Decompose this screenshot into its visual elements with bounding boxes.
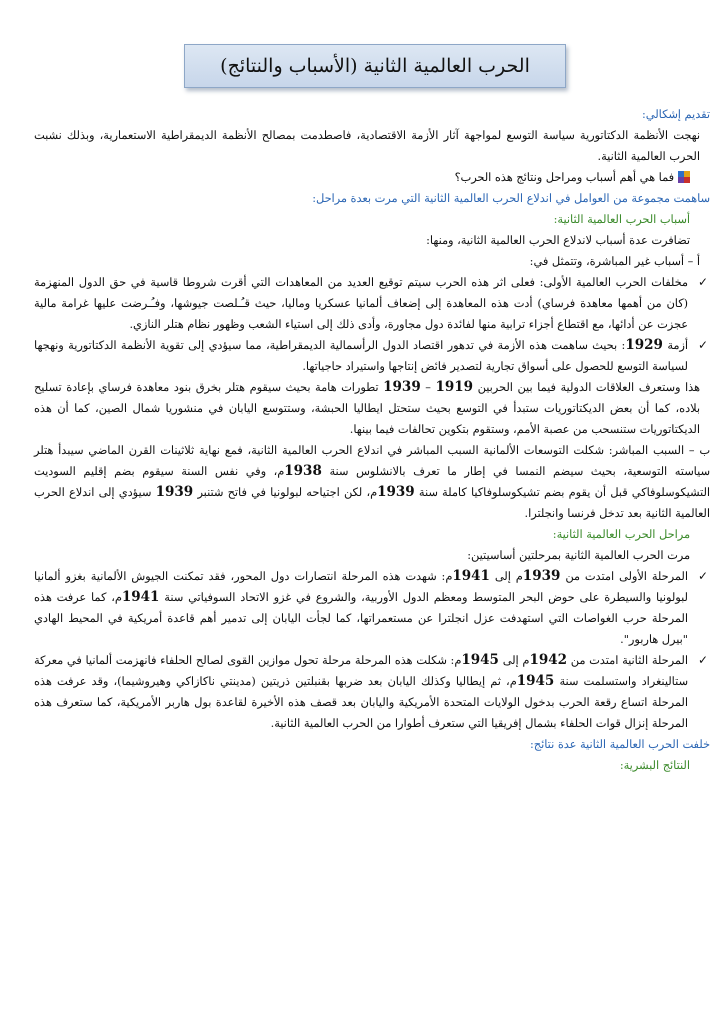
year-label: 1939 <box>377 484 415 500</box>
text-segment: المرحلة الأولى امتدت من <box>565 570 688 583</box>
bullet-text-post: : بحيث ساهمت هذه الأزمة في تدهور اقتصاد الدول الرأسمالية الديمقراطية، مما سيؤدي إلى تقوية الأنظمة الدكتاتورية ونهجها لسياسة التوسع للحصول على أسواق تجارية لتصدير فائض إنتاجها واستيراد حاجياتها. <box>34 339 688 373</box>
year-label: 1941 <box>452 568 490 584</box>
stages-intro: مرت الحرب العالمية الثانية بمرحلتين أساسيتين: <box>467 549 690 562</box>
year-label: 1938 <box>284 463 322 479</box>
year-label: 1919 <box>435 379 474 395</box>
checkmark-icon: ✓ <box>697 569 708 583</box>
question-text: فما هي أهم أسباب ومراحل ونتائج هذه الحرب؟ <box>454 171 674 184</box>
text-segment: م، ثم إيطاليا وكذلك اليابان بعد ضربها بقنبلتين ذريتين (مدينتي ناكازاكي وهيروشيما)، وقد عرفت هذه المرحلة اتساع رقعة الحرب بدخول الولايات المتحدة الأمريكية واليابان بعد قصف هذه الأخيرة لقاعدة بول هاربر الأمريكية، كما ستعرف هذه المرحلة إنزال قوات الحلفاء بشمال إفريقيا التي ستعرف أطوارا من الحرب العالمية الثانية. <box>34 675 688 730</box>
text-segment: سيؤدي إلى اندلاع الحرب العالمية الثانية بعد تدخل فرنسا وانجلترا. <box>34 486 710 520</box>
bullet-item-ww1-aftermath <box>34 272 710 335</box>
causes-intro: تضافرت عدة أسباب لاندلاع الحرب العالمية الثانية، ومنها: <box>426 234 690 247</box>
bullet-text-pre: أزمة <box>667 339 689 352</box>
text-segment: تطورات هامة بحيث سيقوم هتلر بخرق بنود معاهدة فرساي بإعادة تسليح بلاده، كما أن بعض الديكتاتوريات ستبدأ في التوسع بحيث ستحتل ايطاليا الحبشة، وستتوسع اليابان في منشوريا شمال الصين، كما أن هذه الديكتاتوريات ستنسحب من عصبة الأمم، وستقوم بتكوين تحالفات فيما بينها. <box>34 381 700 436</box>
results-heading: خلفت الحرب العالمية الثانية عدة نتائج: <box>529 738 710 751</box>
text-segment: م: شكلت هذه المرحلة مرحلة تحول موازين القوى لصالح الحلفاء فانهزمت ألمانيا في معركة ستالينغراد واستسلمت سنة <box>34 654 688 688</box>
year-label: 1945 <box>516 673 555 689</box>
international-relations-paragraph <box>34 377 710 440</box>
year-label: 1939 <box>383 379 421 395</box>
question-bullet-icon <box>678 171 690 183</box>
checkmark-icon: ✓ <box>697 653 708 667</box>
text-segment: – <box>425 381 431 394</box>
human-results-heading: النتائج البشرية: <box>619 759 690 772</box>
year-label: 1939 <box>155 484 194 500</box>
bullet-item-stage-two <box>34 650 710 734</box>
year-label: 1941 <box>121 589 160 605</box>
section1-heading: ساهمت مجموعة من العوامل في اندلاع الحرب العالمية الثانية التي مرت بعدة مراحل: <box>312 192 710 205</box>
intro-heading: تقديم إشكالي: <box>642 108 710 121</box>
text-segment: م، كما عرفت هذه المرحلة حرب الغواصات التي استهدفت عزل انجلترا عن مستعمراتها، كما لجأت اليابان إلى تدمير أهم قاعدة أمريكية في المحيط الهادي "بيرل هاربور". <box>34 591 688 646</box>
text-segment: المرحلة الثانية امتدت من <box>570 654 688 667</box>
intro-text: نهجت الأنظمة الدكتاتورية سياسة التوسع لمواجهة آثار الأزمة الاقتصادية، فاصطدمت بمصالح الأنظمة الديمقراطية الاستعمارية، وبذلك نشبت الحرب العالمية الثانية. <box>34 129 700 163</box>
text-segment: هذا وستعرف العلاقات الدولية فيما بين الحربين <box>477 381 701 394</box>
year-label: 1929 <box>625 337 663 353</box>
year-label: 1939 <box>522 568 561 584</box>
year-label: 1945 <box>461 652 499 668</box>
question-line <box>34 167 710 188</box>
bullet-item-1929-crisis <box>34 335 710 377</box>
stages-heading: مراحل الحرب العالمية الثانية: <box>552 528 690 541</box>
text-segment: م: شهدت هذه المرحلة انتصارات دول المحور، فقد تمكنت الجيوش الألمانية بغزو ألمانيا لبولونيا والسيطرة على حوض البحر المتوسط ومعظم الدول الأوربية، والشروع في غزو الاتحاد السوفياتي سنة <box>34 570 688 604</box>
document-body <box>34 104 710 776</box>
indirect-causes-heading: أ – أسباب غير المباشرة، وتتمثل في: <box>529 255 700 268</box>
page-title: الحرب العالمية الثانية (الأسباب والنتائج) <box>184 44 566 88</box>
text-segment: ب – السبب المباشر: شكلت التوسعات الألمانية السبب المباشر في اندلاع الحرب العالمية الثانية، فمع نهاية ثلاثينات القرن الماضي سيبدأ هتلر سياسته التوسعية، بحيث سيضم النمسا في إطار ما تعرف بالانشلوس سنة <box>34 444 711 478</box>
document-page <box>34 0 710 1024</box>
text-segment: م إلى <box>494 570 523 583</box>
text-segment: م، وفي نفس السنة سيقوم بضم إقليم السوديت التشيكوسلوفاكي قبل أن يقوم بضم تشيكوسلوفاكيا كاملة سنة <box>34 465 711 499</box>
causes-heading: أسباب الحرب العالمية الثانية: <box>553 213 690 226</box>
checkmark-icon: ✓ <box>697 338 708 352</box>
bullet-text: مخلفات الحرب العالمية الأولى: فعلى اثر هذه الحرب سيتم توقيع العديد من المعاهدات التي أقرت شروطا قاسية في حق الدول المنهزمة (كان من أهمها معاهدة فرساي) أدت هذه المعاهدة إلى إضعاف ألمانيا عسكريا وماليا، حيث قـُـلصت جيوشها، وفـُـرضت عليها غرامة مالية عجزت عن أدائها، مع اقتطاع أجزاء ترابية منها لفائدة دول مجاورة، وأدى ذلك إلى استياء الشعب وظهور نظام هتلر النازي. <box>34 276 688 331</box>
year-label: 1942 <box>529 652 568 668</box>
checkmark-icon: ✓ <box>697 275 708 289</box>
bullet-item-stage-one <box>34 566 710 650</box>
direct-cause-paragraph <box>34 440 710 524</box>
text-segment: م إلى <box>502 654 530 667</box>
text-segment: م، لكن اجتياحه لبولونيا في فاتح شتنبر <box>197 486 378 499</box>
